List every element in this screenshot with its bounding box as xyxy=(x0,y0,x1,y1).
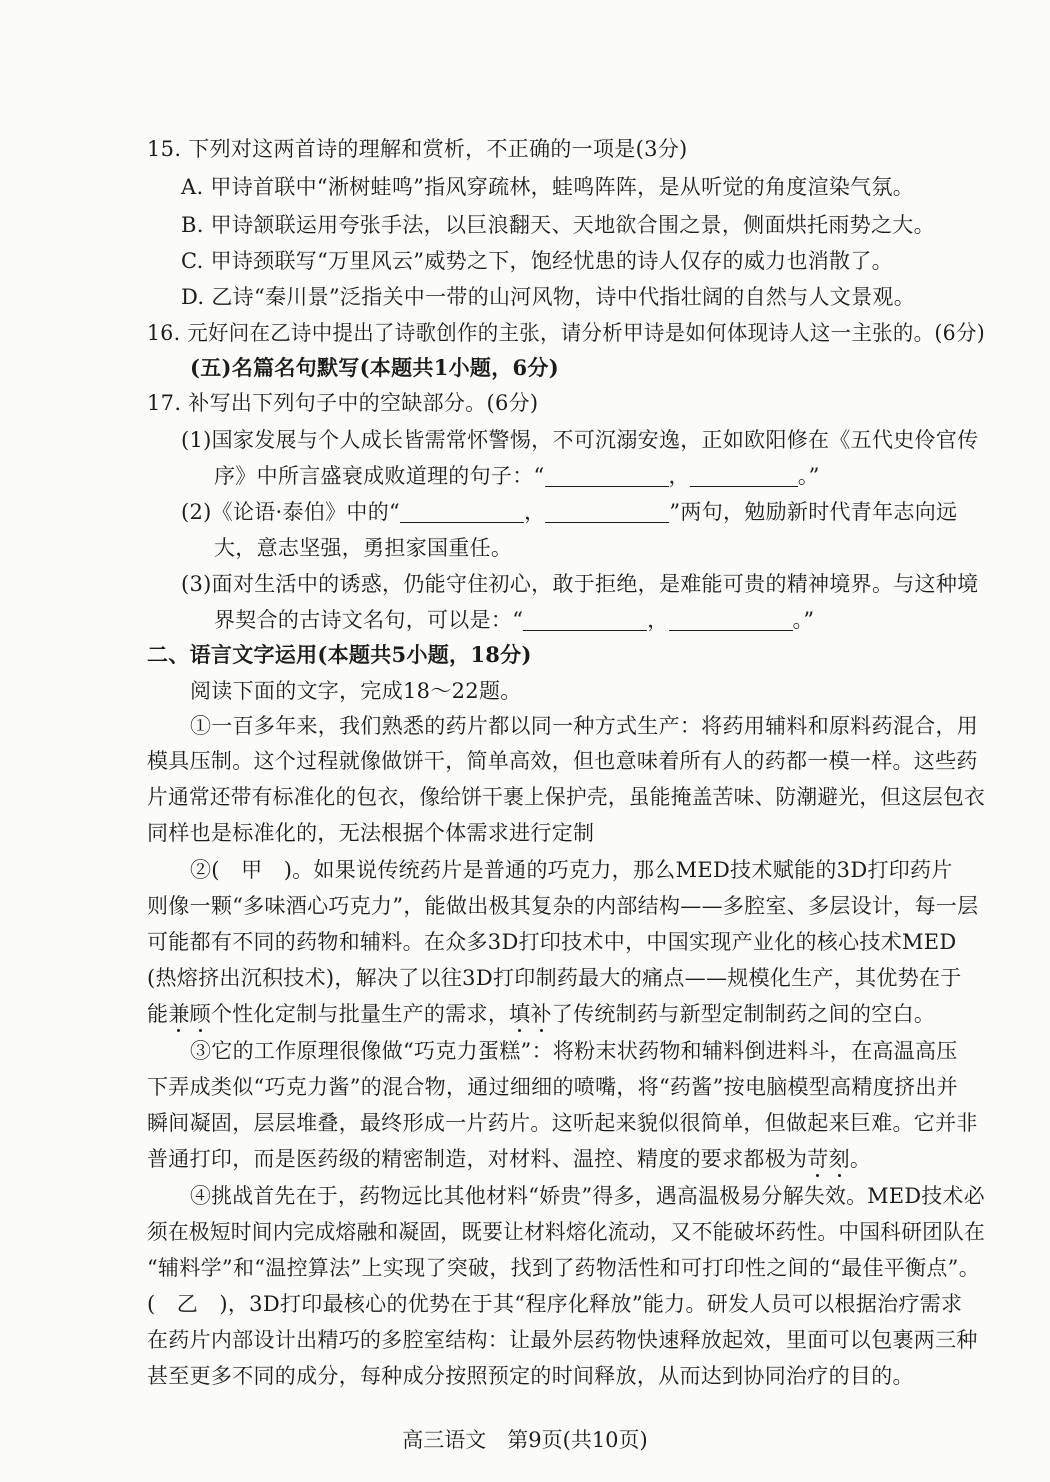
passage-line: ③它的工作原理很像做“巧克力蛋糕”：将粉末状药物和辅料倒进料斗，在高温高压 xyxy=(190,1039,958,1063)
text-run: 能 xyxy=(147,1002,169,1026)
section2-title: 二、语言文字运用(本题共5小题，18分) xyxy=(147,642,532,667)
q17-part1-line2 xyxy=(214,461,820,491)
closing-quote: 。” xyxy=(797,464,820,488)
answer-blank[interactable] xyxy=(545,500,669,523)
answer-blank[interactable] xyxy=(545,464,669,487)
q17-part3-prompt: 界契合的古诗文名句，可以是：“ xyxy=(214,608,524,632)
emphasis-char: 苛 xyxy=(807,1147,829,1171)
passage-line: ④挑战首先在于，药物远比其他材料“娇贵”得多，遇高温极易分解失效。MED技术必 xyxy=(190,1184,985,1208)
q17-part2-prompt: (2)《论语·泰伯》中的“ xyxy=(181,500,401,524)
comma: ， xyxy=(668,464,690,488)
q17-part2-continuation: ”两句，勉励新时代青年志向远 xyxy=(669,500,958,524)
passage-line: 在药片内部设计出精巧的多腔室结构：让最外层药物快速释放起效，里面可以包裹两三种 xyxy=(147,1328,978,1352)
q15-option-c: C. 甲诗颈联写“万里风云”威势之下，饱经忧患的诗人仅存的威力也消散了。 xyxy=(181,249,893,273)
passage-line: (热熔挤出沉积技术)，解决了以往3D打印制药最大的痛点——规模化生产，其优势在于 xyxy=(147,966,962,990)
passage-line: 可能都有不同的药物和辅料。在众多3D打印技术中，中国实现产业化的核心技术MED xyxy=(147,930,957,954)
passage-line: 须在极短时间内完成熔融和凝固，既要让材料熔化流动，又不能破坏药性。中国科研团队在 xyxy=(147,1220,986,1244)
answer-blank[interactable] xyxy=(669,608,793,631)
passage-line: ( 乙 )，3D打印最核心的优势在于其“程序化释放”能力。研发人员可以根据治疗需求 xyxy=(147,1292,963,1316)
text-run: 。 xyxy=(849,1147,872,1171)
passage-line: 则像一颗“多味酒心巧克力”，能做出极其复杂的内部结构——多腔室、多层设计，每一层 xyxy=(147,894,979,918)
q17-part3-line2 xyxy=(214,605,814,635)
emphasis-char: 兼 xyxy=(168,1002,190,1026)
emphasis-char: 顾 xyxy=(189,1002,211,1026)
text-run: 个性化定制与批量生产的需求， xyxy=(210,1002,510,1026)
q16-stem: 16. 元好问在乙诗中提出了诗歌创作的主张，请分析甲诗是如何体现诗人这一主张的。(6分) xyxy=(147,321,985,345)
comma: ， xyxy=(524,500,546,524)
q17-part2-line2: 大，意志坚强，勇担家国重任。 xyxy=(214,536,513,560)
q17-part3-line1: (3)面对生活中的诱惑，仍能守住初心，敢于拒绝，是难能可贵的精神境界。与这种境 xyxy=(181,572,979,596)
passage-line xyxy=(147,1144,871,1174)
answer-blank[interactable] xyxy=(400,500,524,523)
q17-part1-line1: (1)国家发展与个人成长皆需常怀警惕，不可沉溺安逸，正如欧阳修在《五代史伶官传 xyxy=(181,428,979,452)
q17-part1-prompt: 序》中所言盛衰成败道理的句子：“ xyxy=(214,464,545,488)
q15-option-b: B. 甲诗颔联运用夸张手法，以巨浪翻天、天地欲合围之景，侧面烘托雨势之大。 xyxy=(181,213,935,237)
passage-line: ②( 甲 )。如果说传统药片是普通的巧克力，那么MED技术赋能的3D打印药片 xyxy=(190,858,953,882)
emphasis-char: 补 xyxy=(530,1002,552,1026)
passage-line: “辅料学”和“温控算法”上实现了突破，找到了药物活性和可打印性之间的“最佳平衡点”。 xyxy=(147,1256,981,1280)
section5-title: (五)名篇名句默写(本题共1小题，6分) xyxy=(190,355,559,380)
passage-line: 模具压制。这个过程就像做饼干，简单高效，但也意味着所有人的药都一模一样。这些药 xyxy=(147,749,978,773)
reading-intro: 阅读下面的文字，完成18～22题。 xyxy=(190,679,522,703)
q17-part2-line1 xyxy=(181,497,957,527)
passage-line xyxy=(147,999,935,1029)
answer-blank[interactable] xyxy=(690,464,798,487)
passage-line: 同样也是标准化的，无法根据个体需求进行定制 xyxy=(147,821,595,845)
emphasis-char: 刻 xyxy=(828,1147,850,1171)
passage-line: ①一百多年来，我们熟悉的药片都以同一种方式生产：将药用辅料和原料药混合，用 xyxy=(190,714,979,738)
answer-blank[interactable] xyxy=(523,608,647,631)
q15-option-d: D. 乙诗“秦川景”泛指关中一带的山河风物，诗中代指壮阔的自然与人文景观。 xyxy=(181,285,916,309)
text-run: 了传统制药与新型定制制药之间的空白。 xyxy=(551,1002,936,1026)
q17-stem: 17. 补写出下列句子中的空缺部分。(6分) xyxy=(147,391,539,415)
text-run: 普通打印，而是医药级的精密制造，对材料、温控、精度的要求都极为 xyxy=(147,1147,808,1171)
passage-line: 下弄成类似“巧克力酱”的混合物，通过细细的喷嘴，将“药酱”按电脑模型高精度挤出并 xyxy=(147,1075,958,1099)
page-footer: 高三语文 第9页(共10页) xyxy=(402,1428,648,1452)
emphasis-char: 填 xyxy=(509,1002,531,1026)
passage-line: 瞬间凝固，层层堆叠，最终形成一片药片。这听起来貌似很简单，但做起来巨难。它并非 xyxy=(147,1111,978,1135)
comma: ， xyxy=(647,608,669,632)
passage-line: 片通常还带有标准化的包衣，像给饼干裹上保护壳，虽能掩盖苦味、防潮避光，但这层包衣 xyxy=(147,785,986,809)
closing-quote: 。” xyxy=(792,608,815,632)
q15-stem: 15. 下列对这两首诗的理解和赏析，不正确的一项是(3分) xyxy=(147,137,688,161)
passage-line: 甚至更多不同的成分，每种成分按照预定的时间释放，从而达到协同治疗的目的。 xyxy=(147,1364,914,1388)
q15-option-a: A. 甲诗首联中“淅树蛙鸣”指风穿疏林，蛙鸣阵阵，是从听觉的角度渲染气氛。 xyxy=(181,175,915,199)
